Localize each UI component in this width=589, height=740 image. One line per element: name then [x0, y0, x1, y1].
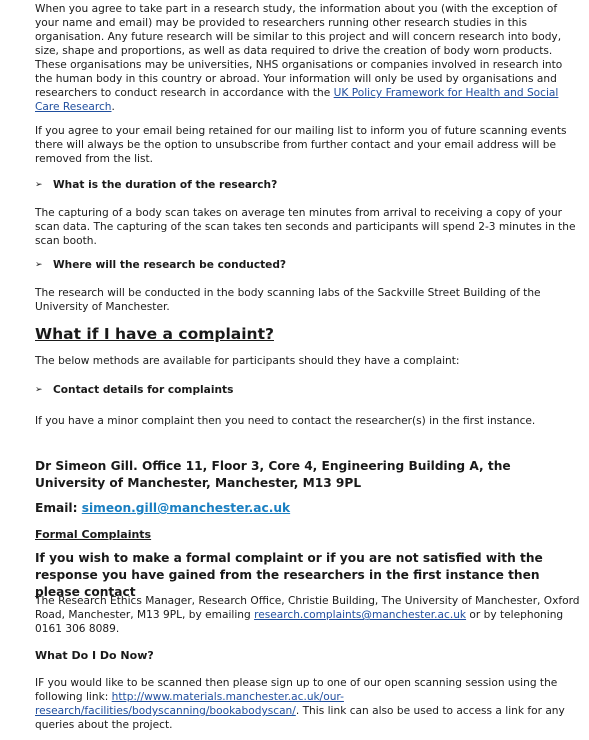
location-heading: [35, 258, 580, 272]
email-label: Email:: [35, 501, 82, 515]
formal-complaints-heading: Formal Complaints: [35, 528, 152, 541]
next-steps-end: . This link can also be used to access a link for any queries about the project.: [35, 705, 565, 731]
researcher-address: Dr Simeon Gill. Office 11, Floor 3, Core 4, Engineering Building A, the University of Manchester, Manchester, M13 9PL: [35, 459, 511, 490]
complaints-email-link[interactable]: research.complaints@manchester.ac.uk: [254, 609, 467, 621]
next-steps-text: IF you would like to be scanned then please sign up to one of our open scanning session using the following link:: [35, 677, 558, 703]
intro-end: .: [111, 101, 115, 113]
duration-heading-text: What is the duration of the research?: [53, 179, 278, 191]
researcher-email-link[interactable]: simeon.gill@manchester.ac.uk: [81, 501, 291, 515]
contact-heading-text: Contact details for complaints: [53, 384, 234, 396]
location-paragraph: The research will be conducted in the body scanning labs of the Sackville Street Building of the University of Manchester.: [35, 287, 541, 313]
email-line: [35, 500, 580, 517]
ethics-contact-paragraph: [35, 594, 580, 636]
complaint-intro: The below methods are available for participants should they have a complaint:: [35, 355, 460, 367]
intro-paragraph: [35, 2, 580, 114]
booking-link[interactable]: http://www.materials.manchester.ac.uk/our-research/facilities/bodyscanning/bookabodyscan/: [35, 691, 344, 717]
location-heading-text: Where will the research be conducted?: [53, 259, 287, 271]
contact-heading: [35, 383, 580, 397]
next-steps-paragraph: [35, 676, 580, 732]
arrow-bullet-icon: ➢: [35, 385, 43, 395]
duration-heading: [35, 178, 580, 192]
complaint-title: What if I have a complaint?: [35, 325, 274, 343]
duration-paragraph: The capturing of a body scan takes on average ten minutes from arrival to receiving a copy of your scan data. The capturing of the scan takes ten seconds and participants will spend 2-3 minutes in the scan booth.: [35, 207, 576, 247]
intro-text: When you agree to take part in a research study, the information about you (with the exception of your name and email) may be provided to researchers running other research studies in this organisation. Any future research will be similar to this project and will concern research into body, size, shape and proportions, as well as data required to drive the creation of body worn products. These organisations may be universities, NHS organisations or companies involved in research into the human body in this country or abroad. Your information will only be used by organisations and researchers to conduct research in accordance with the: [35, 3, 563, 99]
arrow-bullet-icon: ➢: [35, 260, 43, 270]
policy-framework-link[interactable]: UK Policy Framework for Health and Social Care Research: [35, 87, 559, 113]
ethics-contact-text: The Research Ethics Manager, Research Office, Christie Building, The University of Manchester, Oxford Road, Manchester, M13 9PL, by emailing: [35, 595, 580, 621]
formal-complaint-instruction: If you wish to make a formal complaint or if you are not satisfied with the response you have gained from the researchers in the first instance then please contact: [35, 551, 543, 599]
phone-text: or by telephoning 0161 306 8089.: [35, 609, 564, 635]
next-steps-heading: What Do I Do Now?: [35, 649, 154, 662]
minor-complaint-paragraph: If you have a minor complaint then you need to contact the researcher(s) in the first instance.: [35, 415, 536, 427]
mailing-paragraph: If you agree to your email being retained for our mailing list to inform you of future scanning events there will always be the option to unsubscribe from further contact and your email address will be removed from the list.: [35, 125, 567, 165]
arrow-bullet-icon: ➢: [35, 180, 43, 190]
